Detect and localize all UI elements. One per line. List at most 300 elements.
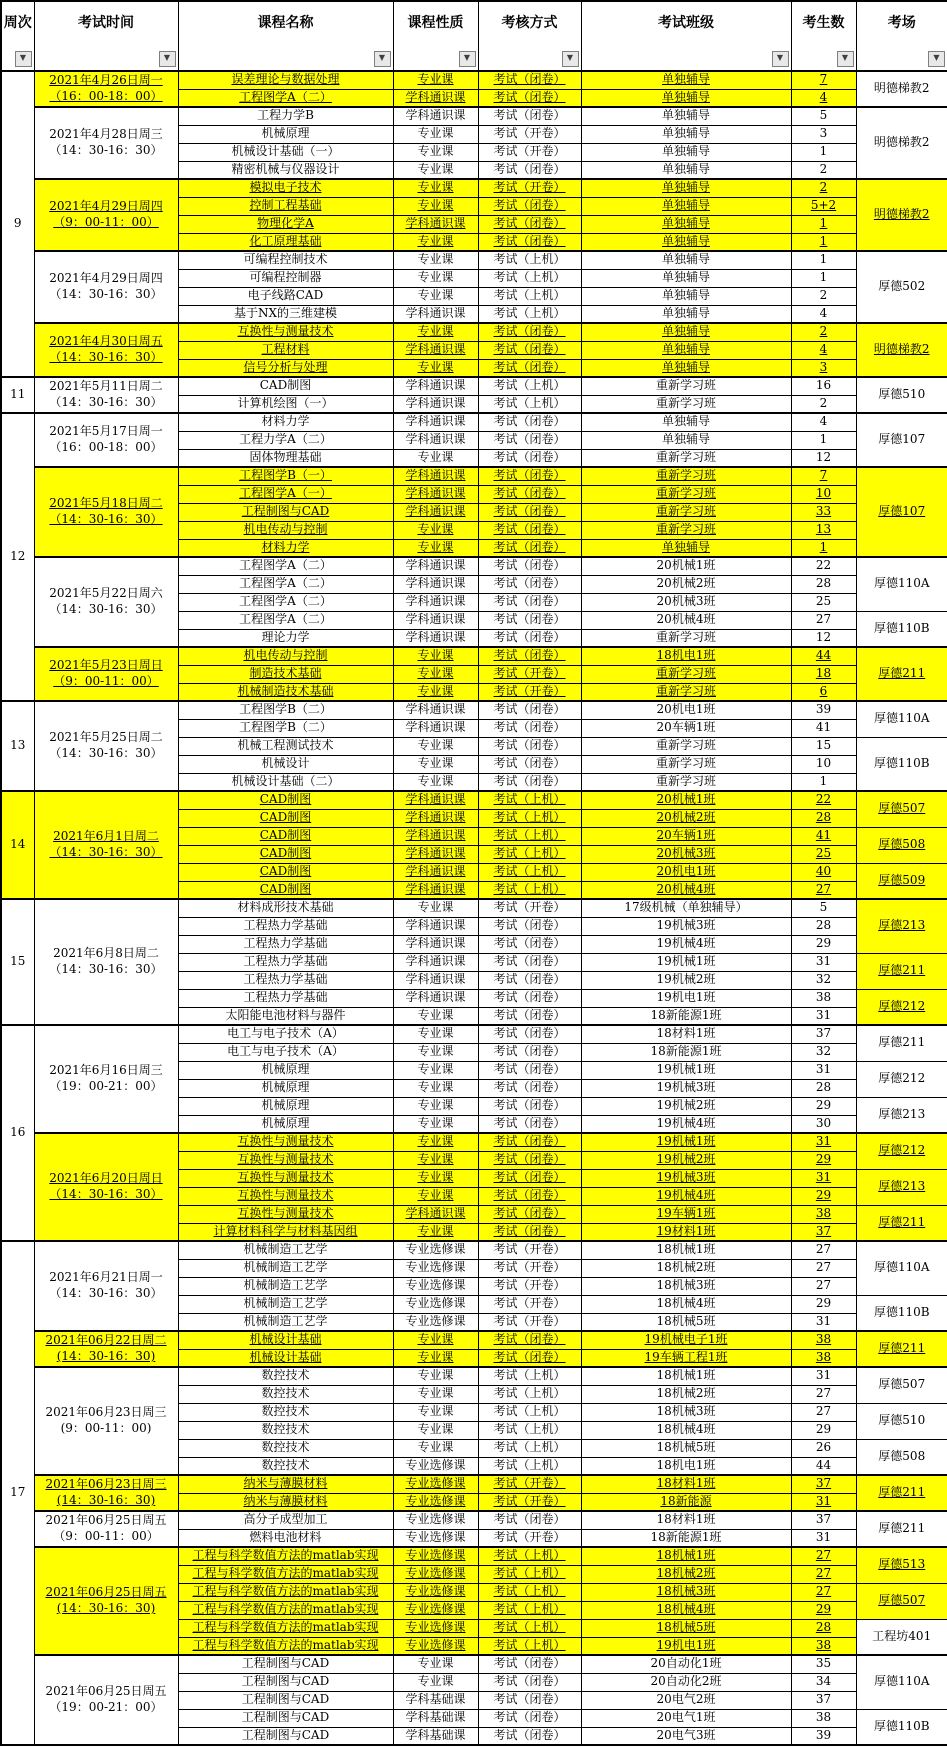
count-cell: 26 (791, 1439, 856, 1457)
count-cell: 32 (791, 1043, 856, 1061)
course-cell: 工程与科学数值方法的matlab实现 (178, 1619, 393, 1637)
room-cell: 厚德212 (856, 1133, 947, 1169)
room-cell: 厚德110B (856, 1295, 947, 1331)
exam-date: 2021年4月28日周三 (49, 127, 163, 142)
class-cell: 18机械3班 (581, 1583, 791, 1601)
exam-date: 2021年6月1日周二 (53, 829, 159, 844)
method-cell: 考试（闭卷） (478, 1133, 581, 1151)
class-cell: 单独辅导 (581, 287, 791, 305)
method-cell: 考试（上机） (478, 1637, 581, 1655)
method-cell: 考试（闭卷） (478, 233, 581, 251)
count-cell: 29 (791, 1151, 856, 1169)
week-number-cell: 17 (1, 1241, 34, 1745)
filter-dropdown-icon[interactable]: ▼ (562, 51, 579, 67)
nature-cell: 专业课 (393, 1367, 478, 1385)
method-cell: 考试（闭卷） (478, 611, 581, 629)
class-cell: 单独辅导 (581, 359, 791, 377)
exam-datetime-cell (34, 557, 178, 647)
count-cell: 22 (791, 557, 856, 575)
count-cell: 30 (791, 1115, 856, 1133)
nature-cell: 专业课 (393, 665, 478, 683)
week-number-cell: 9 (1, 71, 34, 377)
method-cell: 考试（上机） (478, 827, 581, 845)
method-cell: 考试（闭卷） (478, 1223, 581, 1241)
course-cell: 工程制图与CAD (178, 1727, 393, 1745)
method-cell: 考试（闭卷） (478, 971, 581, 989)
filter-dropdown-icon[interactable]: ▼ (837, 51, 854, 67)
method-cell: 考试（闭卷） (478, 1655, 581, 1673)
nature-cell: 专业课 (393, 1331, 478, 1349)
count-cell: 27 (791, 1565, 856, 1583)
count-cell: 31 (791, 1493, 856, 1511)
exam-time: （14：30-16：30） (49, 143, 163, 157)
nature-cell: 学科通识课 (393, 395, 478, 413)
course-cell: 互换性与测量技术 (178, 1205, 393, 1223)
exam-datetime-cell (34, 179, 178, 251)
nature-cell: 专业选修课 (393, 1259, 478, 1277)
nature-cell: 学科通识课 (393, 557, 478, 575)
count-cell: 5 (791, 107, 856, 125)
method-cell: 考试（闭卷） (478, 719, 581, 737)
table-row (1, 557, 947, 575)
method-cell: 考试（开卷） (478, 1529, 581, 1547)
class-cell: 18机械5班 (581, 1619, 791, 1637)
nature-cell: 专业课 (393, 1007, 478, 1025)
method-cell: 考试（闭卷） (478, 1043, 581, 1061)
course-cell: 互换性与测量技术 (178, 1151, 393, 1169)
nature-cell: 专业课 (393, 1655, 478, 1673)
count-cell: 28 (791, 575, 856, 593)
table-row (1, 1025, 947, 1043)
method-cell: 考试（上机） (478, 863, 581, 881)
class-cell: 19机械1班 (581, 953, 791, 971)
class-cell: 重新学习班 (581, 683, 791, 701)
course-cell: 固体物理基础 (178, 449, 393, 467)
exam-date: 2021年4月29日周四 (49, 271, 163, 286)
count-cell: 27 (791, 1385, 856, 1403)
exam-time: （14：30-16：30） (49, 287, 163, 301)
method-cell: 考试（上机） (478, 269, 581, 287)
count-cell: 1 (791, 143, 856, 161)
course-cell: 工程制图与CAD (178, 1655, 393, 1673)
course-cell: 机械设计基础 (178, 1349, 393, 1367)
nature-cell: 专业课 (393, 1043, 478, 1061)
column-header-label: 课程名称 (257, 15, 314, 31)
class-cell: 20自动化2班 (581, 1673, 791, 1691)
nature-cell: 学科通识课 (393, 485, 478, 503)
exam-time: （19：00-21：00） (49, 1700, 163, 1714)
nature-cell: 学科通识课 (393, 935, 478, 953)
room-cell: 厚德211 (856, 647, 947, 701)
course-cell: 工程图学A（二） (178, 89, 393, 107)
table-row (1, 467, 947, 485)
method-cell: 考试（上机） (478, 1619, 581, 1637)
nature-cell: 学科基础课 (393, 1691, 478, 1709)
exam-date: 2021年06月22日周二 (45, 1333, 167, 1348)
method-cell: 考试（闭卷） (478, 1331, 581, 1349)
room-cell: 厚德212 (856, 1061, 947, 1097)
column-header-count (791, 1, 856, 71)
course-cell: 数控技术 (178, 1385, 393, 1403)
course-cell: 机械制造工艺学 (178, 1313, 393, 1331)
count-cell: 1 (791, 269, 856, 287)
exam-date: 2021年06月25日周五 (45, 1684, 167, 1699)
class-cell: 18机械2班 (581, 1259, 791, 1277)
course-cell: 数控技术 (178, 1439, 393, 1457)
method-cell: 考试（上机） (478, 845, 581, 863)
course-cell: 机械原理 (178, 1115, 393, 1133)
count-cell: 22 (791, 791, 856, 809)
column-header-label: 考生数 (802, 15, 845, 31)
column-header-label: 考核方式 (501, 15, 558, 31)
count-cell: 34 (791, 1673, 856, 1691)
course-cell: CAD制图 (178, 845, 393, 863)
method-cell: 考试（闭卷） (478, 197, 581, 215)
count-cell: 25 (791, 845, 856, 863)
method-cell: 考试（开卷） (478, 683, 581, 701)
week-number-cell: 13 (1, 701, 34, 791)
course-cell: 工程材料 (178, 341, 393, 359)
nature-cell: 学科基础课 (393, 1709, 478, 1727)
nature-cell: 专业选修课 (393, 1547, 478, 1565)
nature-cell: 学科通识课 (393, 341, 478, 359)
count-cell: 37 (791, 1475, 856, 1493)
course-cell: 数控技术 (178, 1403, 393, 1421)
method-cell: 考试（闭卷） (478, 1691, 581, 1709)
class-cell: 重新学习班 (581, 377, 791, 395)
count-cell: 37 (791, 1025, 856, 1043)
method-cell: 考试（闭卷） (478, 431, 581, 449)
count-cell: 15 (791, 737, 856, 755)
exam-time: (9：00-11：00) (60, 1421, 152, 1435)
filter-dropdown-icon[interactable]: ▼ (459, 51, 476, 67)
class-cell: 单独辅导 (581, 413, 791, 431)
class-cell: 20机电1班 (581, 863, 791, 881)
table-row (1, 899, 947, 917)
class-cell: 单独辅导 (581, 341, 791, 359)
nature-cell: 学科通识课 (393, 593, 478, 611)
course-cell: 可编程控制器 (178, 269, 393, 287)
class-cell: 重新学习班 (581, 665, 791, 683)
course-cell: 燃料电池材料 (178, 1529, 393, 1547)
filter-dropdown-icon[interactable]: ▼ (374, 51, 391, 67)
method-cell: 考试（开卷） (478, 1259, 581, 1277)
course-cell: 机械原理 (178, 1079, 393, 1097)
class-cell: 19机械4班 (581, 935, 791, 953)
nature-cell: 专业课 (393, 1169, 478, 1187)
course-cell: CAD制图 (178, 863, 393, 881)
column-header-label: 课程性质 (407, 15, 464, 31)
count-cell: 4 (791, 413, 856, 431)
nature-cell: 专业课 (393, 359, 478, 377)
table-row (1, 71, 947, 89)
exam-datetime-cell (34, 377, 178, 413)
room-cell: 厚德213 (856, 1169, 947, 1205)
room-cell: 明德梯教2 (856, 71, 947, 107)
nature-cell: 学科通识课 (393, 917, 478, 935)
filter-dropdown-icon[interactable]: ▼ (772, 51, 789, 67)
room-cell: 厚德110B (856, 611, 947, 647)
room-cell: 厚德212 (856, 989, 947, 1025)
nature-cell: 专业课 (393, 1151, 478, 1169)
nature-cell: 专业课 (393, 71, 478, 89)
course-cell: 互换性与测量技术 (178, 1169, 393, 1187)
class-cell: 重新学习班 (581, 737, 791, 755)
exam-date: 2021年6月20日周日 (49, 1171, 163, 1186)
filter-dropdown-icon[interactable]: ▼ (159, 51, 176, 67)
class-cell: 单独辅导 (581, 125, 791, 143)
exam-date: 2021年6月21日周一 (49, 1270, 163, 1285)
course-cell: 工程图学B（二） (178, 701, 393, 719)
class-cell: 20机电1班 (581, 701, 791, 719)
exam-datetime-cell (34, 413, 178, 467)
nature-cell: 专业课 (393, 197, 478, 215)
count-cell: 27 (791, 1583, 856, 1601)
course-cell: 精密机械与仪器设计 (178, 161, 393, 179)
exam-datetime-cell (34, 1133, 178, 1241)
course-cell: 数控技术 (178, 1367, 393, 1385)
method-cell: 考试（闭卷） (478, 557, 581, 575)
course-cell: 互换性与测量技术 (178, 323, 393, 341)
class-cell: 重新学习班 (581, 485, 791, 503)
nature-cell: 专业课 (393, 1223, 478, 1241)
course-cell: 机械制造工艺学 (178, 1259, 393, 1277)
course-cell: 工程力学B (178, 107, 393, 125)
nature-cell: 学科通识课 (393, 791, 478, 809)
course-cell: 制造技术基础 (178, 665, 393, 683)
class-cell: 20机械1班 (581, 791, 791, 809)
class-cell: 18机械3班 (581, 1277, 791, 1295)
course-cell: 误差理论与数据处理 (178, 71, 393, 89)
method-cell: 考试（上机） (478, 1367, 581, 1385)
method-cell: 考试（闭卷） (478, 773, 581, 791)
course-cell: 机械原理 (178, 125, 393, 143)
column-header-course (178, 1, 393, 71)
method-cell: 考试（闭卷） (478, 953, 581, 971)
class-cell: 20电气1班 (581, 1709, 791, 1727)
method-cell: 考试（开卷） (478, 1295, 581, 1313)
exam-date: 2021年06月23日周三 (45, 1477, 167, 1492)
method-cell: 考试（上机） (478, 1385, 581, 1403)
table-row (1, 1367, 947, 1385)
exam-time: （16：00-18：00） (49, 440, 163, 454)
course-cell: 材料成形技术基础 (178, 899, 393, 917)
method-cell: 考试（闭卷） (478, 1169, 581, 1187)
count-cell: 29 (791, 1421, 856, 1439)
class-cell: 18材料1班 (581, 1511, 791, 1529)
nature-cell: 学科通识课 (393, 1205, 478, 1223)
table-row (1, 647, 947, 665)
class-cell: 重新学习班 (581, 503, 791, 521)
table-row (1, 179, 947, 197)
class-cell: 重新学习班 (581, 773, 791, 791)
nature-cell: 专业课 (393, 1439, 478, 1457)
class-cell: 19车辆工程1班 (581, 1349, 791, 1367)
exam-datetime-cell (34, 1511, 178, 1547)
method-cell: 考试（闭卷） (478, 359, 581, 377)
count-cell: 12 (791, 629, 856, 647)
room-cell: 厚德213 (856, 1097, 947, 1133)
exam-date: 2021年6月16日周三 (49, 1063, 163, 1078)
nature-cell: 专业课 (393, 1061, 478, 1079)
room-cell: 厚德508 (856, 827, 947, 863)
count-cell: 29 (791, 935, 856, 953)
class-cell: 19机械电子1班 (581, 1331, 791, 1349)
nature-cell: 专业选修课 (393, 1295, 478, 1313)
class-cell: 20机械4班 (581, 611, 791, 629)
table-row (1, 791, 947, 809)
count-cell: 16 (791, 377, 856, 395)
course-cell: 工程与科学数值方法的matlab实现 (178, 1547, 393, 1565)
count-cell: 31 (791, 953, 856, 971)
course-cell: 工程热力学基础 (178, 917, 393, 935)
method-cell: 考试（闭卷） (478, 413, 581, 431)
nature-cell: 学科通识课 (393, 611, 478, 629)
nature-cell: 专业选修课 (393, 1241, 478, 1259)
exam-time: （14：30-16：30） (49, 602, 163, 616)
method-cell: 考试（开卷） (478, 125, 581, 143)
class-cell: 18新能源1班 (581, 1043, 791, 1061)
method-cell: 考试（闭卷） (478, 1727, 581, 1745)
method-cell: 考试（闭卷） (478, 1097, 581, 1115)
table-row (1, 251, 947, 269)
count-cell: 41 (791, 719, 856, 737)
nature-cell: 专业课 (393, 683, 478, 701)
room-cell: 厚德507 (856, 1367, 947, 1403)
nature-cell: 学科基础课 (393, 1727, 478, 1745)
course-cell: 机械设计基础（一） (178, 143, 393, 161)
class-cell: 20机械2班 (581, 809, 791, 827)
exam-time: （14：30-16：30） (49, 1187, 163, 1201)
count-cell: 29 (791, 1097, 856, 1115)
course-cell: 可编程控制技术 (178, 251, 393, 269)
nature-cell: 专业课 (393, 287, 478, 305)
week-number-cell: 15 (1, 899, 34, 1025)
nature-cell: 学科通识课 (393, 377, 478, 395)
nature-cell: 学科通识课 (393, 881, 478, 899)
filter-dropdown-icon[interactable]: ▼ (15, 51, 32, 67)
method-cell: 考试（闭卷） (478, 71, 581, 89)
exam-time: （14：30-16：30） (49, 845, 163, 859)
course-cell: 工程图学B（二） (178, 719, 393, 737)
nature-cell: 专业课 (393, 1385, 478, 1403)
column-header-label: 考试时间 (78, 15, 134, 31)
exam-datetime-cell (34, 1367, 178, 1475)
course-cell: 高分子成型加工 (178, 1511, 393, 1529)
count-cell: 28 (791, 809, 856, 827)
room-cell: 厚德211 (856, 1205, 947, 1241)
nature-cell: 专业课 (393, 1349, 478, 1367)
count-cell: 38 (791, 1709, 856, 1727)
exam-time: （14：30-16：30） (49, 746, 163, 760)
course-cell: 工程热力学基础 (178, 971, 393, 989)
class-cell: 重新学习班 (581, 449, 791, 467)
class-cell: 19机械2班 (581, 971, 791, 989)
count-cell: 25 (791, 593, 856, 611)
class-cell: 18机械4班 (581, 1601, 791, 1619)
course-cell: 机械设计基础 (178, 1331, 393, 1349)
nature-cell: 专业课 (393, 179, 478, 197)
count-cell: 4 (791, 305, 856, 323)
exam-time: (14：30-16：30) (56, 1349, 156, 1363)
room-cell: 厚德110B (856, 1709, 947, 1745)
column-header-class (581, 1, 791, 71)
count-cell: 10 (791, 755, 856, 773)
class-cell: 18新能源 (581, 1493, 791, 1511)
nature-cell: 专业选修课 (393, 1583, 478, 1601)
exam-datetime-cell (34, 1025, 178, 1133)
room-cell: 工程坊401 (856, 1619, 947, 1655)
method-cell: 考试（上机） (478, 287, 581, 305)
class-cell: 18材料1班 (581, 1475, 791, 1493)
exam-datetime-cell (34, 647, 178, 701)
room-cell: 厚德211 (856, 1331, 947, 1367)
method-cell: 考试（开卷） (478, 899, 581, 917)
count-cell: 38 (791, 989, 856, 1007)
course-cell: 太阳能电池材料与器件 (178, 1007, 393, 1025)
class-cell: 20机械3班 (581, 593, 791, 611)
count-cell: 44 (791, 1457, 856, 1475)
method-cell: 考试（开卷） (478, 1277, 581, 1295)
class-cell: 单独辅导 (581, 143, 791, 161)
count-cell: 1 (791, 539, 856, 557)
class-cell: 19机械3班 (581, 1079, 791, 1097)
course-cell: 电工与电子技术（A） (178, 1025, 393, 1043)
method-cell: 考试（闭卷） (478, 593, 581, 611)
room-cell: 明德梯教2 (856, 323, 947, 377)
course-cell: CAD制图 (178, 791, 393, 809)
course-cell: 机械设计 (178, 755, 393, 773)
room-cell: 明德梯教2 (856, 179, 947, 251)
method-cell: 考试（闭卷） (478, 1007, 581, 1025)
class-cell: 19机电1班 (581, 989, 791, 1007)
nature-cell: 专业课 (393, 269, 478, 287)
exam-time: （14：30-16：30） (49, 1286, 163, 1300)
column-header-label: 考场 (887, 15, 916, 31)
exam-time: （9：00-11：00） (53, 1529, 159, 1543)
course-cell: 信号分析与处理 (178, 359, 393, 377)
nature-cell: 学科通识课 (393, 431, 478, 449)
course-cell: 工程与科学数值方法的matlab实现 (178, 1583, 393, 1601)
exam-date: 2021年5月11日周二 (49, 379, 163, 394)
class-cell: 单独辅导 (581, 89, 791, 107)
method-cell: 考试（闭卷） (478, 737, 581, 755)
course-cell: 理论力学 (178, 629, 393, 647)
count-cell: 2 (791, 287, 856, 305)
method-cell: 考试（闭卷） (478, 323, 581, 341)
count-cell: 44 (791, 647, 856, 665)
nature-cell: 专业选修课 (393, 1601, 478, 1619)
nature-cell: 专业课 (393, 737, 478, 755)
class-cell: 单独辅导 (581, 179, 791, 197)
exam-datetime-cell (34, 1241, 178, 1331)
count-cell: 3 (791, 125, 856, 143)
course-cell: 电子线路CAD (178, 287, 393, 305)
table-header (1, 1, 947, 71)
filter-dropdown-icon[interactable]: ▼ (928, 51, 945, 67)
method-cell: 考试（开卷） (478, 143, 581, 161)
course-cell: 工程图学A（二） (178, 575, 393, 593)
course-cell: 材料力学 (178, 413, 393, 431)
nature-cell: 专业课 (393, 647, 478, 665)
class-cell: 20电气3班 (581, 1727, 791, 1745)
exam-date: 2021年06月25日周五 (45, 1585, 167, 1600)
course-cell: 机械制造技术基础 (178, 683, 393, 701)
class-cell: 18机械1班 (581, 1367, 791, 1385)
course-cell: CAD制图 (178, 377, 393, 395)
method-cell: 考试（闭卷） (478, 1205, 581, 1223)
count-cell: 5 (791, 899, 856, 917)
